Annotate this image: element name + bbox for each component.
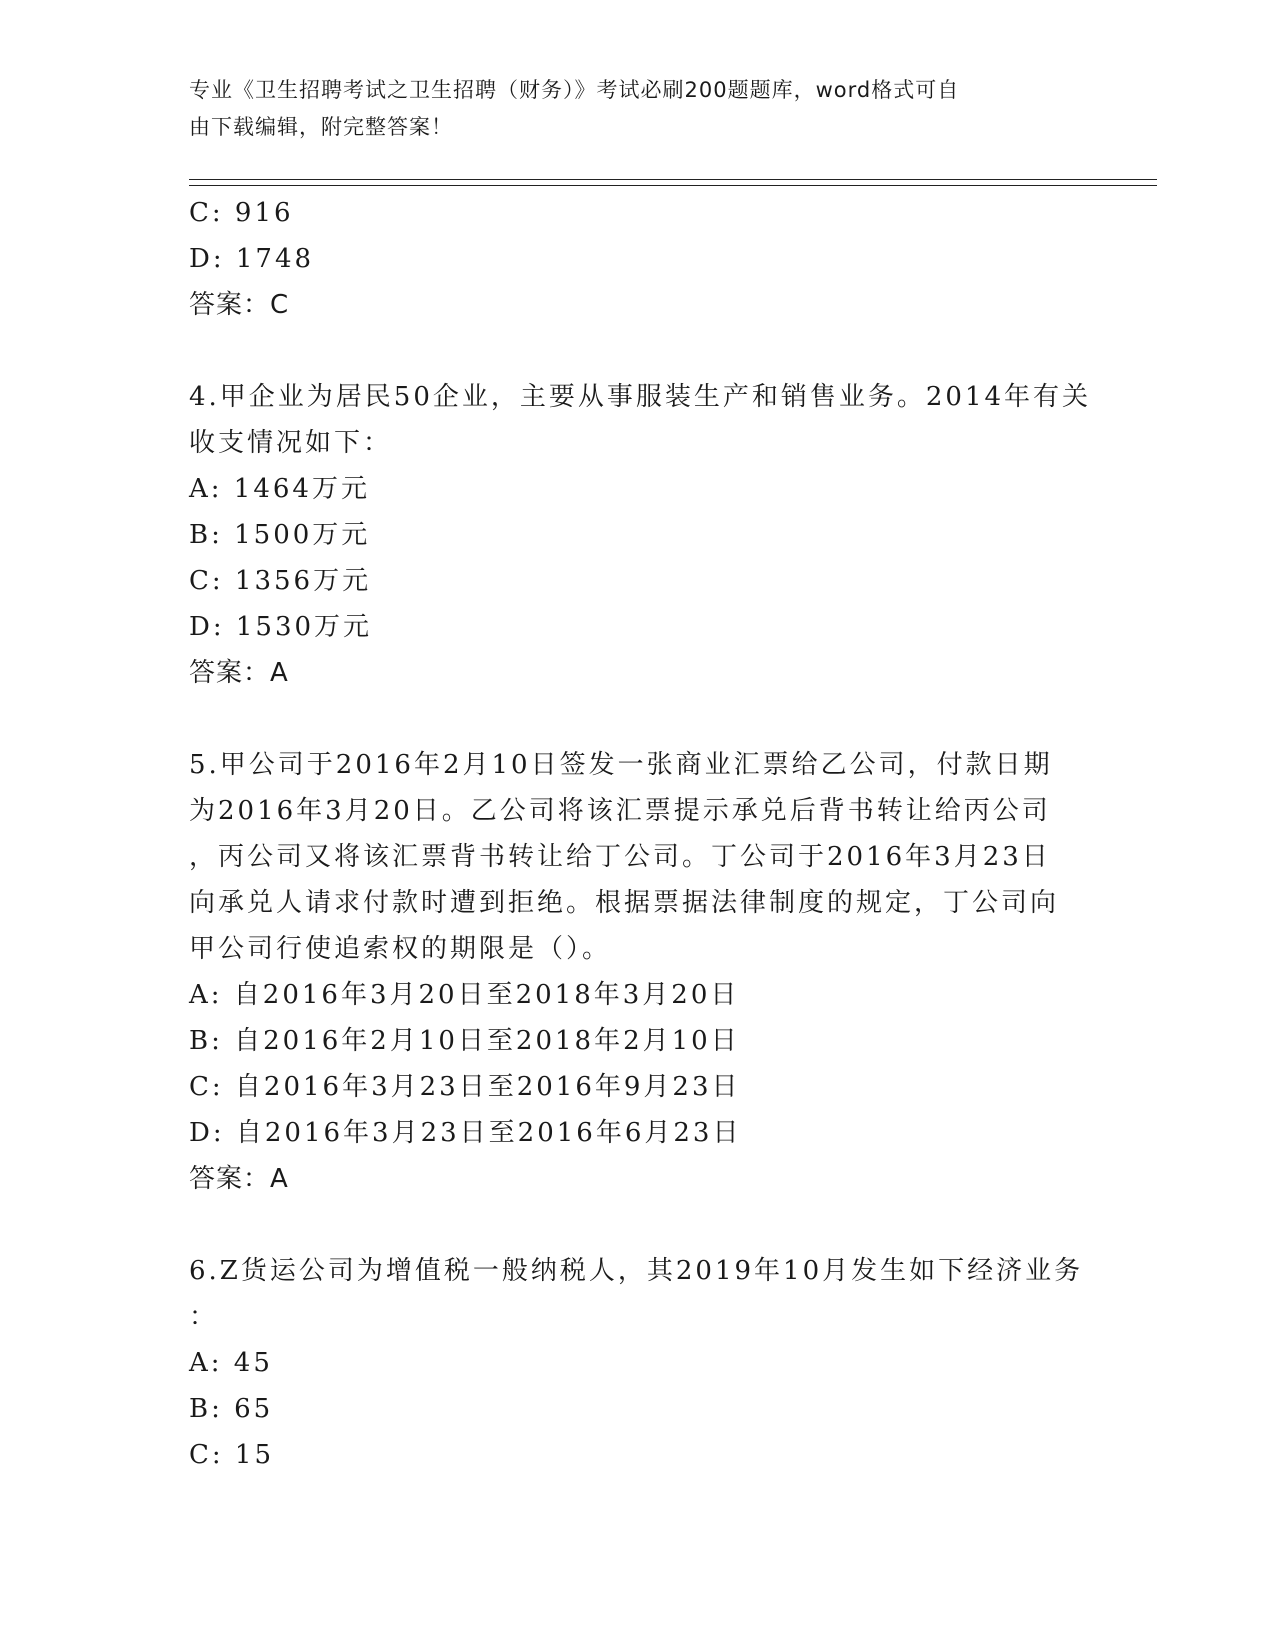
option-b: B: 1500万元 (189, 520, 371, 550)
option-b: B: 自2016年2月10日至2018年2月10日 (189, 1026, 740, 1056)
option-a: A: 自2016年3月20日至2018年3月20日 (189, 980, 740, 1010)
question-stem-line: 5.甲公司于2016年2月10日签发一张商业汇票给乙公司，付款日期 (189, 750, 1053, 780)
header-divider-bottom (189, 185, 1157, 186)
question-stem-line: 甲公司行使追索权的期限是（）。 (189, 934, 612, 964)
question-spacer (189, 696, 1089, 742)
option-d: D: 自2016年3月23日至2016年6月23日 (189, 1118, 742, 1148)
answer-line: 答案：C (189, 290, 290, 320)
header-line-1: 专业《卫生招聘考试之卫生招聘（财务）》考试必刷200题题库，word格式可自 (189, 78, 960, 102)
question-stem-line: 收支情况如下： (189, 428, 393, 458)
header-divider-top (189, 179, 1157, 180)
question-stem-line: 向承兑人请求付款时遭到拒绝。根据票据法律制度的规定，丁公司向 (189, 888, 1060, 918)
question-stem-line: 为2016年3月20日。乙公司将该汇票提示承兑后背书转让给丙公司 (189, 796, 1051, 826)
option-d: D: 1530万元 (189, 612, 373, 642)
question-4 (189, 374, 1092, 696)
document-header (189, 72, 1069, 146)
question-spacer (189, 328, 1089, 374)
option-a: A: 45 (189, 1348, 273, 1378)
option-b: B: 65 (189, 1394, 274, 1424)
option-c: C: 15 (189, 1440, 275, 1470)
question-5 (189, 742, 1089, 1202)
option-c: C: 自2016年3月23日至2016年9月23日 (189, 1072, 741, 1102)
question-spacer (189, 1202, 1089, 1248)
document-body (189, 190, 1092, 1478)
question-stem-line: 4.甲企业为居民50企业，主要从事服装生产和销售业务。2014年有关 (189, 382, 1092, 412)
question-stem-line: 6.Z货运公司为增值税一般纳税人，其2019年10月发生如下经济业务 (189, 1256, 1084, 1286)
header-line-2: 由下载编辑，附完整答案！ (189, 115, 453, 139)
answer-line: 答案：A (189, 658, 289, 688)
option-d: D: 1748 (189, 244, 315, 274)
option-c: C: 1356万元 (189, 566, 372, 596)
answer-line: 答案：A (189, 1164, 289, 1194)
question-6 (189, 1248, 1089, 1478)
question-stem-line: ： (189, 1302, 219, 1332)
option-a: A: 1464万元 (189, 474, 370, 504)
question-stem-line: ，丙公司又将该汇票背书转让给丁公司。丁公司于2016年3月23日 (189, 842, 1051, 872)
question-3-tail (189, 190, 1089, 328)
option-c: C: 916 (189, 198, 294, 228)
